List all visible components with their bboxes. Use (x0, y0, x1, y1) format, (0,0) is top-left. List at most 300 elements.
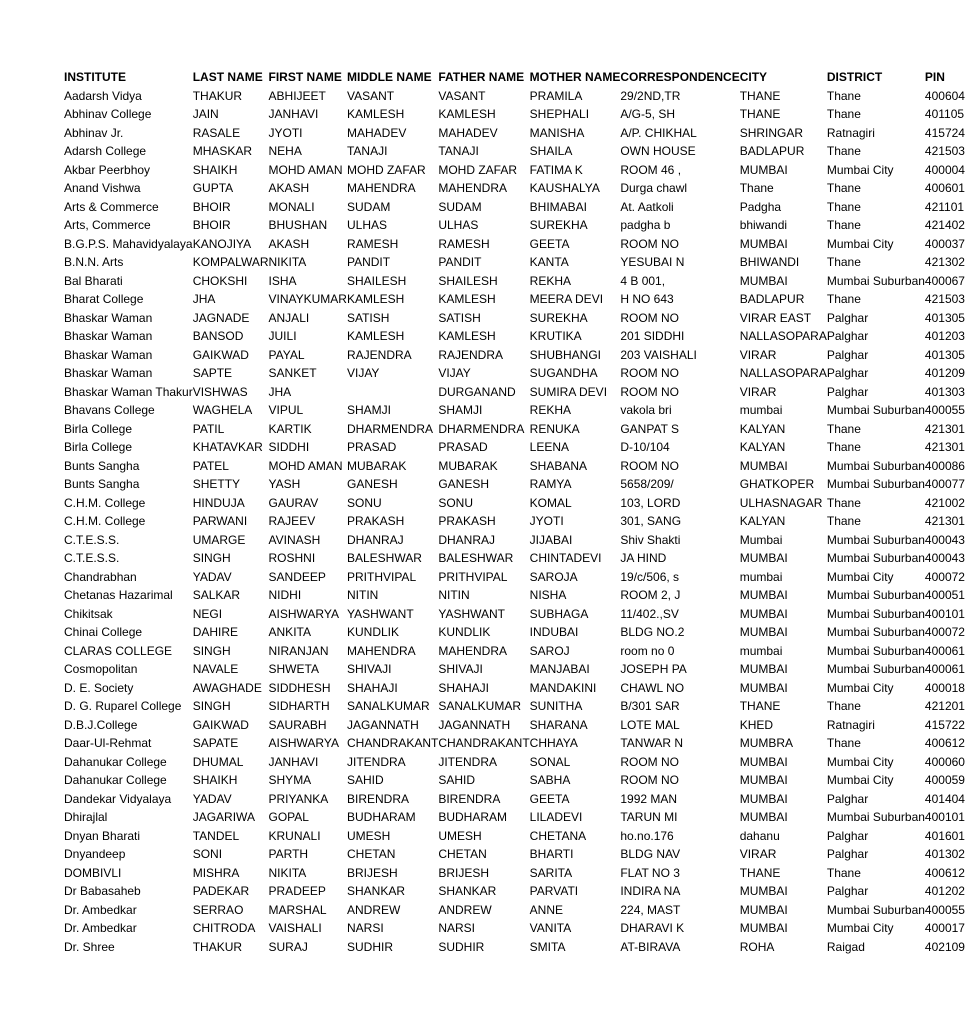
cell-first-name: AISHWARYA (268, 606, 339, 621)
table-row (64, 697, 965, 716)
cell-institute: Dnyan Bharati (64, 828, 141, 843)
cell-district: Palghar (826, 791, 869, 806)
cell-last-name: SHAIKH (192, 162, 238, 177)
column-header-city: CITY (739, 70, 768, 84)
cell-institute: Bal Bharati (64, 273, 123, 288)
cell-father-name: MOHD ZAFAR (438, 162, 517, 177)
cell-district: Palghar (826, 329, 869, 343)
cell-pin: 401305 (924, 310, 965, 325)
cell-pin: 421301 (924, 514, 965, 528)
cell-first-name: VAISHALI (268, 921, 322, 935)
table-row (64, 660, 965, 679)
table-row (64, 420, 965, 439)
table-row (64, 938, 965, 957)
cell-pin: 415722 (924, 717, 965, 732)
cell-last-name: CHITRODA (192, 921, 256, 935)
cell-institute: Birla College (64, 440, 133, 454)
cell-pin: 401302 (924, 847, 965, 861)
table-row (64, 827, 965, 846)
cell-middle-name: VIJAY (346, 366, 380, 380)
cell-district: Thane (826, 88, 861, 103)
cell-city: THANE (739, 107, 781, 121)
cell-mother-name: SAROJA (529, 569, 578, 584)
cell-middle-name: SONU (346, 495, 382, 510)
cell-middle-name: TANAJI (346, 144, 388, 158)
cell-father-name: JITENDRA (438, 754, 497, 769)
cell-correspondence: BLDG NO.2 (620, 625, 685, 639)
table-row (64, 512, 965, 531)
cell-middle-name: ULHAS (346, 218, 387, 232)
cell-city: NALLASOPARA (739, 366, 827, 380)
table-row (64, 235, 965, 254)
cell-institute: B.G.P.S. Mahavidyalaya (64, 236, 193, 251)
cell-first-name: AKASH (268, 236, 310, 251)
table-row (64, 586, 965, 605)
cell-mother-name: KAUSHALYA (529, 181, 600, 195)
cell-correspondence: padgha b (620, 218, 671, 232)
cell-institute: Chikitsak (64, 606, 113, 621)
cell-last-name: YADAV (192, 569, 232, 584)
table-row (64, 790, 965, 809)
table-row (64, 161, 965, 180)
cell-father-name: SAHID (438, 773, 476, 787)
table-row (64, 642, 965, 661)
cell-father-name: SHAILESH (438, 273, 498, 288)
cell-last-name: DHUMAL (192, 754, 244, 769)
cell-middle-name: UMESH (346, 828, 391, 843)
cell-pin: 400059 (924, 773, 965, 787)
cell-father-name: PRITHVIPAL (438, 569, 508, 584)
cell-district: Palghar (826, 884, 869, 898)
column-header-last-name: LAST NAME (192, 70, 263, 84)
cell-pin: 421002 (924, 495, 965, 510)
cell-first-name: AKASH (268, 181, 310, 195)
cell-correspondence: 1992 MAN (620, 791, 678, 806)
cell-correspondence: 19/c/506, s (620, 569, 680, 584)
cell-mother-name: SHABANA (529, 458, 588, 473)
cell-correspondence: B/301 SAR (620, 699, 680, 713)
cell-city: MUMBAI (739, 588, 788, 602)
cell-mother-name: VANITA (529, 921, 572, 935)
cell-pin: 401203 (924, 329, 965, 343)
cell-district: Thane (826, 514, 861, 528)
cell-middle-name: NARSI (346, 921, 384, 935)
cell-institute: Abhinav Jr. (64, 125, 124, 140)
cell-city: VIRAR (739, 384, 777, 399)
cell-pin: 421301 (924, 421, 965, 436)
cell-middle-name: CHETAN (346, 847, 396, 861)
cell-mother-name: CHETANA (529, 828, 587, 843)
cell-last-name: THAKUR (192, 939, 243, 954)
cell-city: MUMBAI (739, 162, 788, 177)
cell-district: Thane (826, 218, 861, 232)
cell-first-name: MONALI (268, 199, 315, 214)
cell-city: BADLAPUR (739, 292, 805, 306)
cell-last-name: GAIKWAD (192, 347, 249, 362)
cell-middle-name: JITENDRA (346, 754, 406, 769)
table-row (64, 309, 965, 328)
cell-district: Mumbai Suburban (826, 551, 925, 565)
cell-last-name: SONI (192, 847, 223, 861)
cell-mother-name: SARITA (529, 865, 573, 880)
cell-mother-name: LILADEVI (529, 810, 583, 824)
cell-father-name: SHAMJI (438, 403, 483, 417)
student-table (64, 68, 965, 956)
table-row (64, 457, 965, 476)
cell-correspondence: TANWAR N (620, 736, 684, 750)
table-row (64, 179, 965, 198)
cell-last-name: YADAV (192, 791, 232, 806)
cell-correspondence: ROOM NO (620, 754, 680, 769)
cell-first-name: PARTH (268, 847, 309, 861)
table-row (64, 142, 965, 161)
table-row (64, 494, 965, 513)
cell-pin: 421302 (924, 255, 965, 269)
cell-district: Mumbai Suburban (826, 273, 925, 288)
cell-last-name: RASALE (192, 125, 241, 140)
cell-middle-name: SHIVAJI (346, 662, 392, 676)
cell-city: BHIWANDI (739, 255, 800, 269)
cell-district: Thane (826, 255, 861, 269)
cell-city: THANE (739, 88, 781, 103)
table-row (64, 679, 965, 698)
cell-last-name: HINDUJA (192, 495, 245, 510)
cell-last-name: BANSOD (192, 329, 244, 343)
cell-pin: 421301 (924, 440, 965, 454)
cell-mother-name: SHAILA (529, 144, 573, 158)
cell-father-name: SHANKAR (438, 884, 497, 898)
cell-city: dahanu (739, 828, 780, 843)
cell-father-name: KUNDLIK (438, 625, 491, 639)
table-row (64, 438, 965, 457)
cell-middle-name: SHAHAJI (346, 680, 398, 695)
cell-middle-name: BUDHARAM (346, 810, 416, 824)
cell-institute: Birla College (64, 421, 133, 436)
cell-institute: C.T.E.S.S. (64, 532, 120, 547)
cell-city: NALLASOPARA (739, 329, 827, 343)
cell-first-name: JYOTI (268, 125, 303, 140)
table-row (64, 364, 965, 383)
cell-father-name: BUDHARAM (438, 810, 507, 824)
cell-pin: 400601 (924, 181, 965, 195)
table-row (64, 771, 965, 790)
cell-mother-name: SHARANA (529, 717, 588, 732)
table-row (64, 734, 965, 753)
cell-father-name: KAMLESH (438, 292, 496, 306)
cell-father-name: BRIJESH (438, 865, 490, 880)
cell-pin: 421402 (924, 218, 965, 232)
cell-pin: 400004 (924, 162, 965, 177)
cell-mother-name: JYOTI (529, 514, 564, 528)
cell-district: Mumbai City (826, 236, 894, 251)
cell-district: Mumbai City (826, 162, 894, 177)
cell-city: MUMBAI (739, 236, 788, 251)
cell-father-name: MAHENDRA (438, 643, 507, 658)
cell-middle-name: JAGANNATH (346, 717, 419, 732)
cell-father-name: DURGANAND (438, 384, 516, 399)
cell-last-name: SALKAR (192, 588, 241, 602)
cell-pin: 421201 (924, 699, 965, 713)
cell-correspondence: ROOM 2, J (620, 588, 681, 602)
cell-middle-name: VASANT (346, 88, 395, 103)
cell-city: mumbai (739, 403, 783, 417)
cell-mother-name: SUNITHA (529, 699, 583, 713)
cell-mother-name: RAMYA (529, 477, 572, 491)
cell-city: KALYAN (739, 440, 786, 454)
cell-district: Mumbai City (826, 754, 894, 769)
cell-pin: 401601 (924, 828, 965, 843)
table-row (64, 216, 965, 235)
cell-first-name: PRIYANKA (268, 791, 329, 806)
cell-institute: Adarsh College (64, 144, 147, 158)
cell-father-name: GANESH (438, 477, 490, 491)
cell-city: VIRAR (739, 347, 777, 362)
cell-pin: 402109 (924, 939, 965, 954)
cell-city: GHATKOPER (739, 477, 815, 491)
cell-correspondence: DHARAVI K (620, 921, 685, 935)
cell-last-name: PATIL (192, 421, 225, 436)
cell-correspondence: BLDG NAV (620, 847, 681, 861)
cell-first-name: KARTIK (268, 421, 312, 436)
column-header-district: DISTRICT (826, 70, 883, 84)
cell-institute: Bhaskar Waman (64, 366, 153, 380)
cell-first-name: YASH (268, 477, 301, 491)
table-row (64, 327, 965, 346)
cell-pin: 400101 (924, 606, 965, 621)
cell-last-name: SHETTY (192, 477, 241, 491)
cell-middle-name: KUNDLIK (346, 625, 399, 639)
cell-correspondence: LOTE MAL (620, 717, 680, 732)
cell-institute: Dr. Shree (64, 939, 115, 954)
cell-last-name: GUPTA (192, 181, 234, 195)
cell-first-name: JANHAVI (268, 754, 319, 769)
cell-father-name: SUDAM (438, 199, 482, 214)
cell-district: Palghar (826, 310, 869, 325)
cell-middle-name: RAMESH (346, 236, 399, 251)
cell-father-name: SONU (438, 495, 473, 510)
cell-first-name: ROSHNI (268, 551, 316, 565)
cell-correspondence: Durga chawl (620, 181, 688, 195)
table-row (64, 124, 965, 143)
cell-mother-name: SUGANDHA (529, 366, 598, 380)
cell-district: Thane (826, 440, 861, 454)
cell-institute: Dr Babasaheb (64, 884, 141, 898)
cell-district: Palghar (826, 847, 869, 861)
cell-first-name: SIDDHI (268, 440, 310, 454)
cell-institute: D.B.J.College (64, 717, 138, 732)
cell-mother-name: PRAMILA (529, 88, 583, 103)
cell-pin: 400072 (924, 625, 965, 639)
table-row (64, 605, 965, 624)
cell-city: mumbai (739, 643, 783, 658)
cell-first-name: VIPUL (268, 403, 304, 417)
cell-middle-name: PRASAD (346, 440, 397, 454)
cell-city: MUMBAI (739, 791, 788, 806)
cell-correspondence: JA HIND (620, 551, 667, 565)
cell-last-name: PADEKAR (192, 884, 250, 898)
cell-first-name: AISHWARYA (268, 736, 339, 750)
cell-first-name: SIDHARTH (268, 699, 330, 713)
cell-father-name: SHAHAJI (438, 680, 490, 695)
cell-institute: Chinai College (64, 625, 143, 639)
table-row (64, 272, 965, 291)
cell-pin: 401209 (924, 366, 965, 380)
cell-last-name: JHA (192, 292, 216, 306)
table-row (64, 105, 965, 124)
cell-correspondence: 201 SIDDHI (620, 329, 685, 343)
table-row (64, 198, 965, 217)
cell-mother-name: SONAL (529, 754, 571, 769)
cell-mother-name: MANJABAI (529, 662, 590, 676)
cell-city: MUMBAI (739, 921, 788, 935)
cell-first-name: RAJEEV (268, 514, 316, 528)
cell-correspondence: YESUBAI N (620, 255, 685, 269)
cell-middle-name: PRAKASH (346, 514, 405, 528)
cell-city: KALYAN (739, 514, 786, 528)
cell-district: Thane (826, 199, 861, 214)
cell-mother-name: NISHA (529, 588, 567, 602)
cell-pin: 400072 (924, 569, 965, 584)
cell-city: VIRAR EAST (739, 310, 812, 325)
cell-district: Raigad (826, 939, 865, 954)
cell-correspondence: ROOM NO (620, 773, 680, 787)
cell-first-name: ANJALI (268, 310, 310, 325)
cell-institute: Chandrabhan (64, 569, 137, 584)
cell-mother-name: SUREKHA (529, 218, 588, 232)
cell-last-name: PARWANI (192, 514, 248, 528)
cell-middle-name: GANESH (346, 477, 398, 491)
cell-last-name: KANOJIYA (192, 236, 252, 251)
cell-city: MUMBAI (739, 662, 788, 676)
cell-institute: Arts & Commerce (64, 199, 159, 214)
cell-mother-name: BHIMABAI (529, 199, 588, 214)
cell-pin: 400086 (924, 458, 965, 473)
cell-institute: D. G. Ruparel College (64, 699, 182, 713)
cell-last-name: WAGHELA (192, 403, 253, 417)
cell-city: Mumbai (739, 532, 783, 547)
cell-first-name: SAURABH (268, 717, 327, 732)
cell-mother-name: SUREKHA (529, 310, 588, 325)
cell-mother-name: ANNE (529, 902, 564, 917)
cell-mother-name: GEETA (529, 791, 570, 806)
cell-city: ROHA (739, 939, 775, 954)
cell-father-name: VIJAY (438, 366, 471, 380)
cell-correspondence: ROOM NO (620, 310, 680, 325)
cell-pin: 401303 (924, 384, 965, 399)
cell-father-name: MAHENDRA (438, 181, 507, 195)
table-row (64, 919, 965, 938)
cell-pin: 400067 (924, 273, 965, 288)
cell-mother-name: RENUKA (529, 421, 580, 436)
table-row (64, 290, 965, 309)
table-row (64, 531, 965, 550)
cell-district: Thane (826, 107, 861, 121)
cell-institute: Bunts Sangha (64, 477, 140, 491)
cell-mother-name: SHEPHALI (529, 107, 590, 121)
cell-father-name: JAGANNATH (438, 717, 511, 732)
cell-last-name: UMARGE (192, 532, 246, 547)
cell-middle-name: DHANRAJ (346, 532, 404, 547)
cell-pin: 400055 (924, 902, 965, 917)
cell-institute: B.N.N. Arts (64, 255, 124, 269)
cell-first-name: VINAYKUMAR (268, 292, 347, 306)
cell-correspondence: ROOM NO (620, 458, 680, 473)
cell-institute: Bhaskar Waman (64, 310, 153, 325)
cell-last-name: VISHWAS (192, 384, 248, 399)
cell-pin: 400061 (924, 643, 965, 658)
cell-mother-name: CHINTADEVI (529, 551, 602, 565)
cell-pin: 400604 (924, 88, 965, 103)
cell-last-name: SINGH (192, 643, 231, 658)
cell-first-name: NIDHI (268, 588, 302, 602)
cell-mother-name: SMITA (529, 939, 566, 954)
cell-middle-name (347, 383, 438, 402)
cell-mother-name: SHUBHANGI (529, 347, 602, 362)
column-header-first-name: FIRST NAME (268, 70, 342, 84)
cell-mother-name: SUMIRA DEVI (529, 384, 608, 399)
cell-first-name: JANHAVI (268, 107, 319, 121)
cell-institute: Dahanukar College (64, 754, 167, 769)
cell-pin: 400018 (924, 680, 965, 695)
cell-father-name: ANDREW (438, 902, 492, 917)
column-header-mother-name: MOTHER NAME (529, 70, 621, 84)
cell-correspondence: JOSEPH PA (620, 662, 687, 676)
cell-pin: 415724 (924, 125, 965, 140)
table-row (64, 87, 965, 106)
cell-pin: 421101 (924, 199, 965, 214)
cell-institute: Bhavans College (64, 403, 155, 417)
cell-institute: Aadarsh Vidya (64, 88, 142, 103)
table-row (64, 401, 965, 420)
cell-father-name: MAHADEV (438, 125, 498, 140)
table-row (64, 475, 965, 494)
cell-father-name: PRAKASH (438, 514, 496, 528)
cell-last-name: MISHRA (192, 865, 240, 880)
cell-district: Thane (826, 699, 861, 713)
cell-correspondence: 4 B 001, (620, 273, 666, 288)
cell-district: Ratnagiri (826, 125, 875, 140)
cell-last-name: JAGARIWA (192, 810, 255, 824)
cell-district: Thane (826, 421, 861, 436)
cell-mother-name: CHHAYA (529, 736, 578, 750)
cell-first-name: SURAJ (268, 939, 308, 954)
cell-last-name: KHATAVKAR (192, 440, 263, 454)
cell-city: Thane (739, 181, 774, 195)
cell-city: Padgha (739, 199, 782, 214)
cell-father-name: VASANT (438, 88, 486, 103)
cell-district: Mumbai Suburban (826, 625, 925, 639)
cell-middle-name: SHAILESH (346, 273, 407, 288)
cell-first-name: SHWETA (268, 662, 319, 676)
cell-first-name: MOHD AMAN (268, 162, 343, 177)
cell-correspondence: Shiv Shakti (620, 532, 681, 547)
cell-father-name: KAMLESH (438, 107, 496, 121)
cell-institute: Arts, Commerce (64, 218, 151, 232)
cell-city: MUMBRA (739, 736, 794, 750)
cell-mother-name: REKHA (529, 403, 572, 417)
cell-pin: 401105 (924, 107, 965, 121)
column-header-middle-name: MIDDLE NAME (346, 70, 432, 84)
cell-father-name: CHETAN (438, 847, 487, 861)
cell-last-name: SHAIKH (192, 773, 238, 787)
cell-last-name: NEGI (192, 606, 223, 621)
cell-institute: Bhaskar Waman Thakur (64, 384, 193, 399)
cell-first-name: AVINASH (268, 532, 321, 547)
cell-middle-name: MAHADEV (346, 125, 407, 140)
cell-mother-name: KRUTIKA (529, 329, 582, 343)
cell-last-name: TANDEL (192, 828, 240, 843)
table-row (64, 864, 965, 883)
